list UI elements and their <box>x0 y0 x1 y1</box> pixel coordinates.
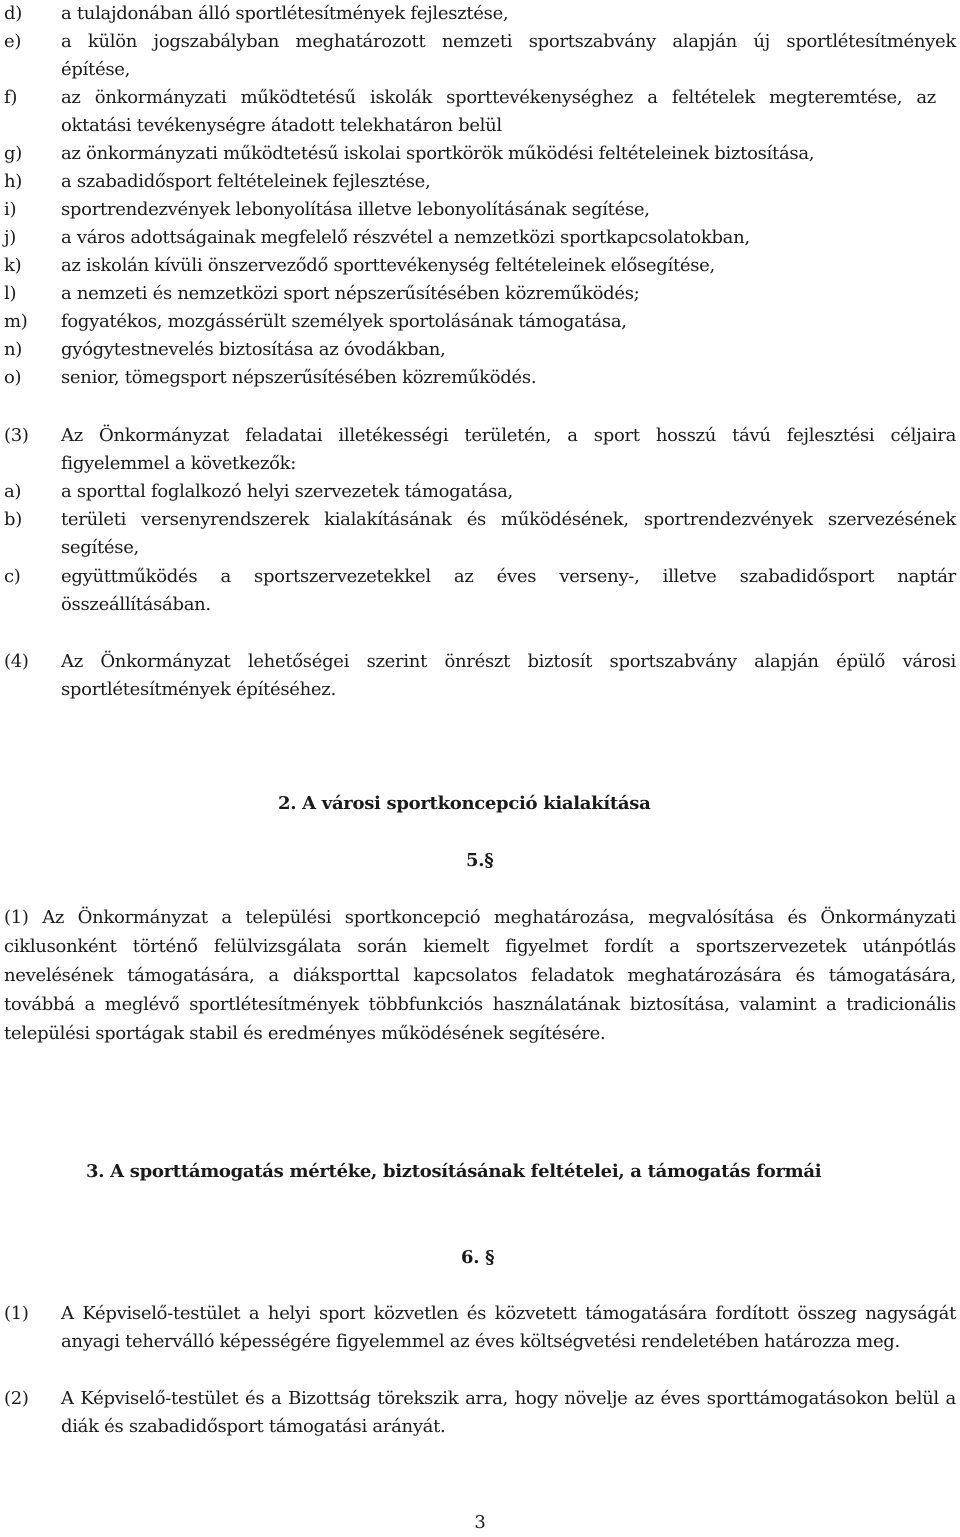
list-marker: c) <box>4 566 21 587</box>
list-marker: m) <box>4 311 28 332</box>
list-item-m <box>0 308 960 336</box>
list-item-f-cont <box>0 112 960 140</box>
paragraph-marker: (1) <box>4 1303 29 1324</box>
list-marker: g) <box>4 143 22 164</box>
list-marker: b) <box>4 509 22 530</box>
paragraph-sign-icon: § <box>479 1247 495 1268</box>
list-marker: i) <box>4 199 17 220</box>
list-item-f <box>0 84 960 112</box>
list-item-k <box>0 252 960 280</box>
paragraph-sign-icon: § <box>484 850 494 871</box>
list-text: fogyatékos, mozgássérült személyek sportolásának támogatása, <box>61 311 627 332</box>
list-text: a külön jogszabályban meghatározott nemzeti sportszabvány alapján új sportlétesítmények <box>61 31 956 52</box>
section-3-title: 3. A sporttámogatás mértéke, biztosításának feltételei, a támogatás formái <box>86 1161 822 1182</box>
list-item-i <box>0 196 960 224</box>
section-3-item-2 <box>0 1385 956 1441</box>
paragraph-number: 6. <box>461 1247 480 1268</box>
list-item-j <box>0 224 960 252</box>
list-marker: l) <box>4 283 17 304</box>
list-text: a nemzeti és nemzetközi sport népszerűsítésében közreműködés; <box>61 283 640 304</box>
list-marker: o) <box>4 367 22 388</box>
list-item-h <box>0 168 960 196</box>
section-3-item-1 <box>0 1300 956 1385</box>
paragraph-text: Az Önkormányzat lehetőségei szerint önrészt biztosít sportszabvány alapján épülő városi sportlétesítmények építéséhez. <box>61 651 956 700</box>
paragraph-marker: (4) <box>4 651 29 672</box>
list-text: a város adottságainak megfelelő részvétel a nemzetközi sportkapcsolatokban, <box>61 227 750 248</box>
paragraph-3-item-c <box>0 563 956 619</box>
list-marker: d) <box>4 3 22 24</box>
paragraph-3-item-a <box>0 478 956 506</box>
list-text: együttműködés a sportszervezetekkel az éves verseny-, illetve szabadidősport naptár összeállításában. <box>61 566 956 615</box>
section-2-title: 2. A városi sportkoncepció kialakítása <box>278 793 651 814</box>
list-marker: a) <box>4 481 22 502</box>
section-2-paragraph-number <box>466 847 493 875</box>
list-text: az önkormányzati működtetésű iskolai sportkörök működési feltételeinek biztosítása, <box>61 143 815 164</box>
list-text: az iskolán kívüli önszerveződő sporttevékenység feltételeinek elősegítése, <box>61 255 715 276</box>
list-marker: f) <box>4 87 18 108</box>
list-item-o <box>0 364 960 392</box>
paragraph-text: Az Önkormányzat feladatai illetékességi területén, a sport hosszú távú fejlesztési céljaira figyelemmel a következők: <box>61 425 956 474</box>
list-marker: k) <box>4 255 22 276</box>
list-text: területi versenyrendszerek kialakításának és működésének, sportrendezvények szervezésének segítése, <box>61 509 956 558</box>
section-2-paragraph: (1) Az Önkormányzat a települési sportkoncepció meghatározása, megvalósítása és Önkormányzati ciklusonként történő felülvizsgálata során kiemelt figyelmet fordít a sportszervezetek utánpótlás nevelésének támogatására, a diáksporttal kapcsolatos feladatok meghatározására és támogatására, továbbá a meglévő sportlétesítmények többfunkciós használatának biztosítása, valamint a tradicionális települési sportágak stabil és eredményes működésének segítésére. <box>4 907 956 1044</box>
list-text: az önkormányzati működtetésű iskolák sporttevékenységhez a feltételek megteremtése, az <box>61 87 936 108</box>
list-item-g <box>0 140 960 168</box>
list-text: gyógytestnevelés biztosítása az óvodákban, <box>61 339 446 360</box>
paragraph-marker: (2) <box>4 1388 29 1409</box>
list-text: senior, tömegsport népszerűsítésében közreműködés. <box>61 367 537 388</box>
list-item-e-cont <box>0 56 960 84</box>
section-3-paragraph-number <box>461 1244 494 1272</box>
list-marker: h) <box>4 171 23 192</box>
paragraph-3 <box>0 422 956 478</box>
list-text-continuation: építése, <box>61 59 131 80</box>
list-item-l <box>0 280 960 308</box>
list-text: a tulajdonában álló sportlétesítmények fejlesztése, <box>61 3 509 24</box>
list-item-e <box>0 28 960 56</box>
list-text-continuation: oktatási tevékenységre átadott telekhatáron belül <box>61 115 502 136</box>
list-text: a szabadidősport feltételeinek fejlesztése, <box>61 171 431 192</box>
paragraph-text: A Képviselő-testület a helyi sport közvetlen és közvetett támogatására fordított összeg nagyságát anyagi teherválló képességére figyelemmel az éves költségvetési rendeletében határozza meg. <box>61 1303 956 1352</box>
page-number: 3 <box>474 1512 486 1533</box>
list-item-d <box>0 0 960 28</box>
paragraph-4 <box>0 648 956 704</box>
paragraph-3-item-b <box>0 506 956 562</box>
list-item-n <box>0 336 960 364</box>
list-text: a sporttal foglalkozó helyi szervezetek támogatása, <box>61 481 513 502</box>
list-marker: e) <box>4 31 22 52</box>
paragraph-text: A Képviselő-testület és a Bizottság törekszik arra, hogy növelje az éves sporttámogatásokon belül a diák és szabadidősport támogatási arányát. <box>61 1388 956 1437</box>
paragraph-marker: (3) <box>4 425 29 446</box>
list-marker: n) <box>4 339 23 360</box>
list-text: sportrendezvények lebonyolítása illetve lebonyolításának segítése, <box>61 199 650 220</box>
list-marker: j) <box>4 227 17 248</box>
paragraph-number: 5. <box>466 850 485 871</box>
